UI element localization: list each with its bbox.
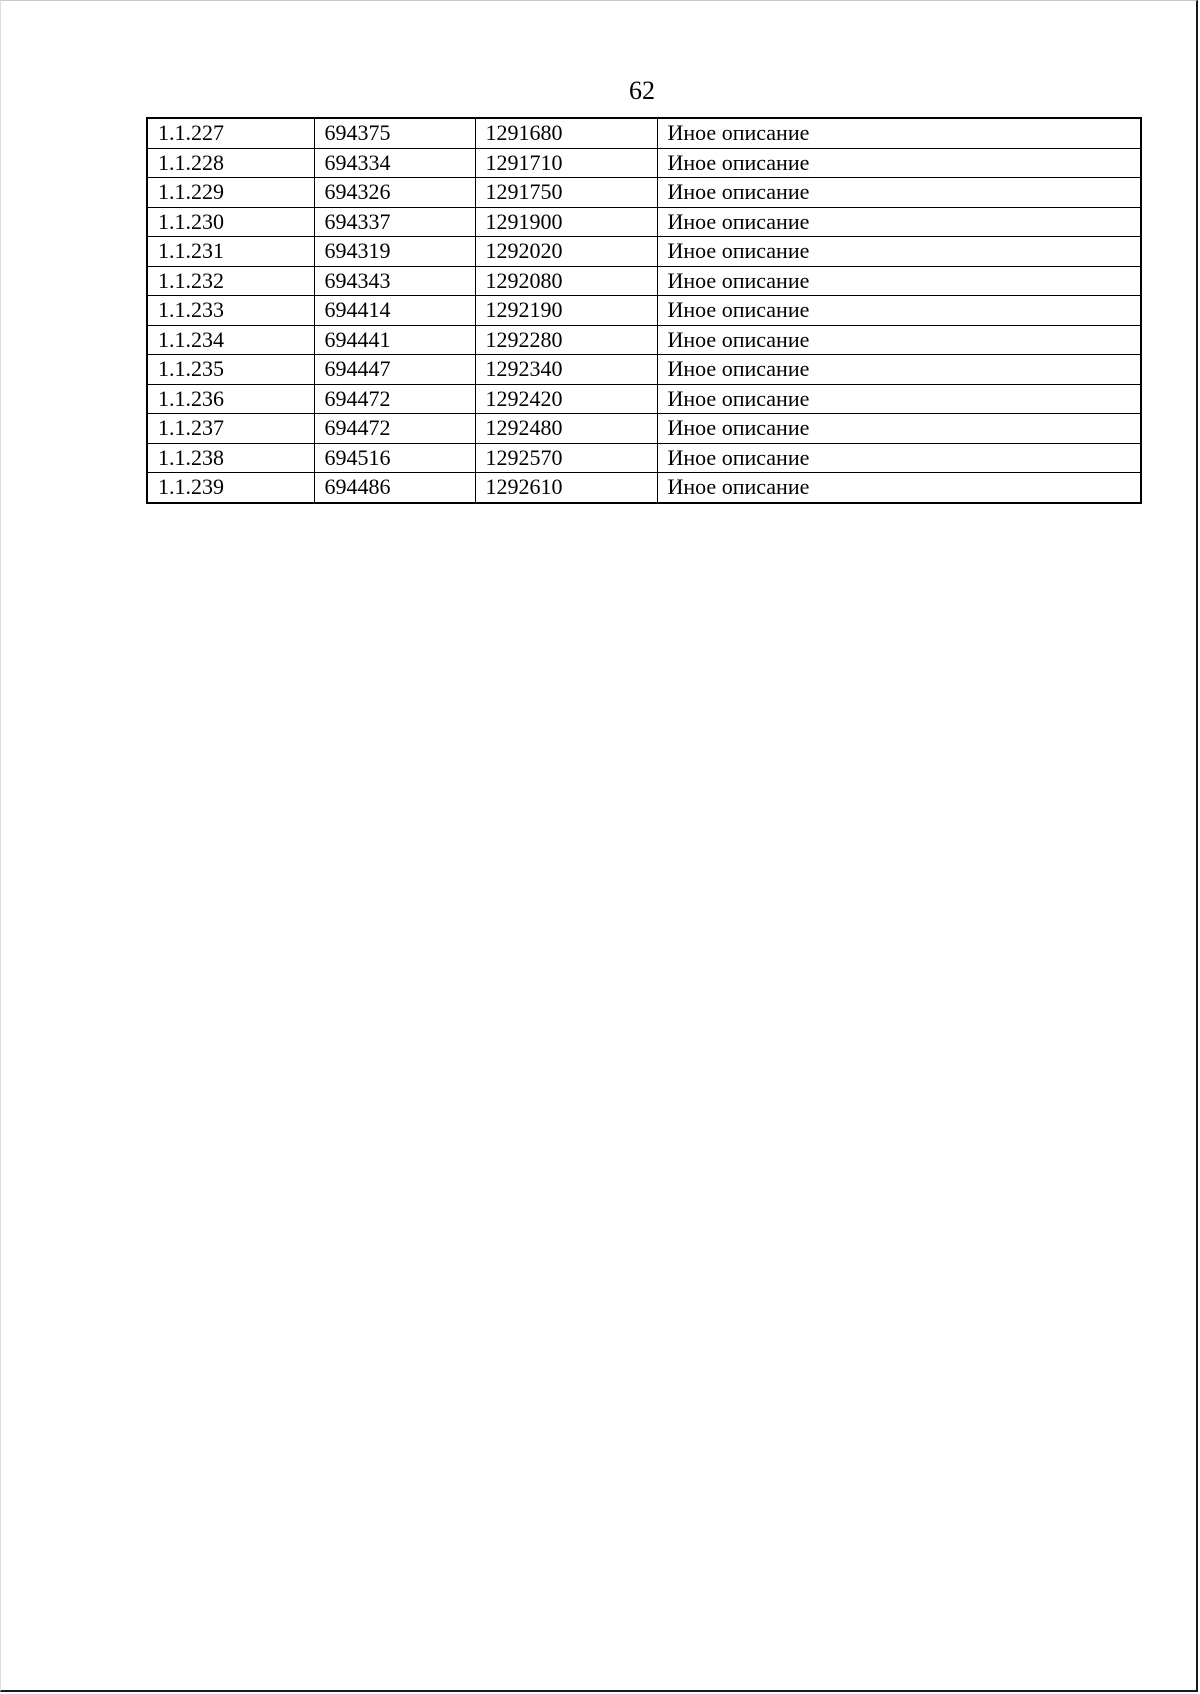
table-row bbox=[147, 355, 1141, 385]
coord-y-cell: 1292340 bbox=[475, 355, 657, 385]
description-cell: Иное описание bbox=[657, 325, 1141, 355]
point-number-cell: 1.1.232 bbox=[147, 266, 314, 296]
table-row bbox=[147, 237, 1141, 267]
coord-y-cell: 1291680 bbox=[475, 118, 657, 148]
coord-x-cell: 694326 bbox=[314, 178, 475, 208]
coord-y-cell: 1291750 bbox=[475, 178, 657, 208]
coord-x-cell: 694486 bbox=[314, 473, 475, 503]
point-number-cell: 1.1.228 bbox=[147, 148, 314, 178]
point-number-cell: 1.1.229 bbox=[147, 178, 314, 208]
table-row bbox=[147, 443, 1141, 473]
description-cell: Иное описание bbox=[657, 296, 1141, 326]
coord-x-cell: 694472 bbox=[314, 384, 475, 414]
point-number-cell: 1.1.235 bbox=[147, 355, 314, 385]
table-row bbox=[147, 266, 1141, 296]
coord-y-cell: 1291900 bbox=[475, 207, 657, 237]
point-number-cell: 1.1.230 bbox=[147, 207, 314, 237]
description-cell: Иное описание bbox=[657, 148, 1141, 178]
coord-x-cell: 694447 bbox=[314, 355, 475, 385]
description-cell: Иное описание bbox=[657, 355, 1141, 385]
table-row bbox=[147, 178, 1141, 208]
point-number-cell: 1.1.231 bbox=[147, 237, 314, 267]
description-cell: Иное описание bbox=[657, 118, 1141, 148]
coord-y-cell: 1292420 bbox=[475, 384, 657, 414]
coord-x-cell: 694319 bbox=[314, 237, 475, 267]
coord-y-cell: 1292080 bbox=[475, 266, 657, 296]
coord-x-cell: 694414 bbox=[314, 296, 475, 326]
coord-y-cell: 1292480 bbox=[475, 414, 657, 444]
table-row bbox=[147, 207, 1141, 237]
description-cell: Иное описание bbox=[657, 237, 1141, 267]
coord-x-cell: 694516 bbox=[314, 443, 475, 473]
coord-y-cell: 1292280 bbox=[475, 325, 657, 355]
table-row bbox=[147, 148, 1141, 178]
coord-y-cell: 1292190 bbox=[475, 296, 657, 326]
description-cell: Иное описание bbox=[657, 414, 1141, 444]
coord-y-cell: 1292020 bbox=[475, 237, 657, 267]
coord-x-cell: 694441 bbox=[314, 325, 475, 355]
description-cell: Иное описание bbox=[657, 266, 1141, 296]
coord-x-cell: 694343 bbox=[314, 266, 475, 296]
table-row bbox=[147, 296, 1141, 326]
coordinates-table bbox=[146, 117, 1142, 504]
coord-x-cell: 694375 bbox=[314, 118, 475, 148]
table-row bbox=[147, 118, 1141, 148]
point-number-cell: 1.1.239 bbox=[147, 473, 314, 503]
table-body bbox=[147, 118, 1141, 503]
table-row bbox=[147, 414, 1141, 444]
table-row bbox=[147, 384, 1141, 414]
coord-y-cell: 1292610 bbox=[475, 473, 657, 503]
table-row bbox=[147, 325, 1141, 355]
page-number: 62 bbox=[629, 76, 655, 105]
coord-y-cell: 1291710 bbox=[475, 148, 657, 178]
description-cell: Иное описание bbox=[657, 178, 1141, 208]
coord-x-cell: 694334 bbox=[314, 148, 475, 178]
description-cell: Иное описание bbox=[657, 443, 1141, 473]
coord-x-cell: 694337 bbox=[314, 207, 475, 237]
description-cell: Иное описание bbox=[657, 384, 1141, 414]
point-number-cell: 1.1.237 bbox=[147, 414, 314, 444]
coord-y-cell: 1292570 bbox=[475, 443, 657, 473]
point-number-cell: 1.1.233 bbox=[147, 296, 314, 326]
point-number-cell: 1.1.234 bbox=[147, 325, 314, 355]
point-number-cell: 1.1.238 bbox=[147, 443, 314, 473]
point-number-cell: 1.1.236 bbox=[147, 384, 314, 414]
point-number-cell: 1.1.227 bbox=[147, 118, 314, 148]
table-row bbox=[147, 473, 1141, 503]
coord-x-cell: 694472 bbox=[314, 414, 475, 444]
description-cell: Иное описание bbox=[657, 207, 1141, 237]
description-cell: Иное описание bbox=[657, 473, 1141, 503]
